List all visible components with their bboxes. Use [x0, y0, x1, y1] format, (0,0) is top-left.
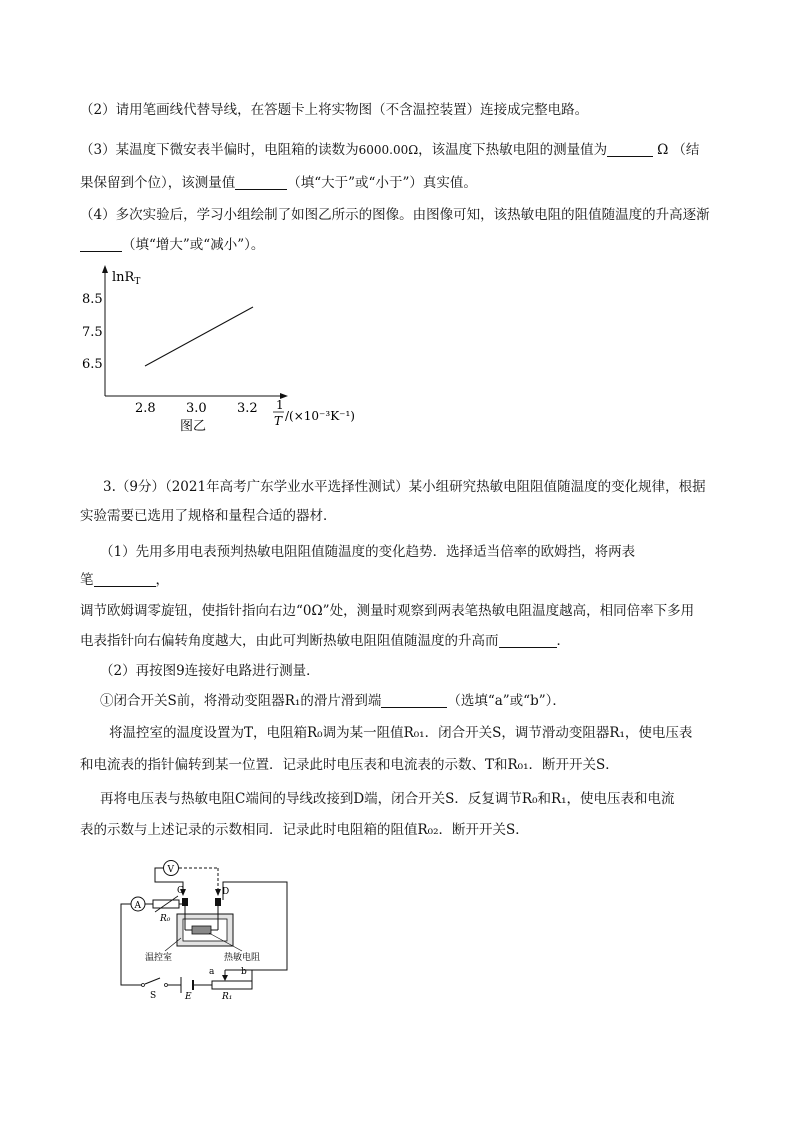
q3-s2-step2-line1: 将温控室的温度设置为T，电阻箱R₀调为某一阻值R₀₁．闭合开关S，调节滑动变阻器R₁，使电压表 [109, 725, 693, 741]
graph-caption: 图乙 [180, 419, 207, 434]
terminal-d [215, 898, 221, 906]
svg-text:D: D [222, 887, 230, 897]
ytick-label: 6.5 [82, 357, 103, 372]
xtick-label: 3.2 [237, 401, 258, 416]
circuit-diagram [115, 852, 305, 1002]
x-axis-label-num: 1 [276, 398, 284, 412]
svg-text:C: C [177, 886, 184, 896]
svg-text:R₁: R₁ [222, 992, 233, 1002]
ytick-label: 7.5 [82, 325, 103, 340]
x-axis-label-den: T [274, 414, 283, 428]
answer-blank-trend[interactable] [80, 237, 122, 252]
q2-part4-line2: （填“增大”或“减小”）。 [80, 236, 264, 254]
q3-s1-line3: 调节欧姆调零旋钮，使指针指向右边“0Ω”处，测量时观察到两表笔热敏电阻温度越高，相同倍率下多用 [80, 603, 695, 619]
answer-blank-compare[interactable] [235, 175, 287, 190]
q3-s1-line2: 笔 ， [80, 572, 169, 588]
rheostat-r1 [212, 981, 252, 989]
svg-text:a: a [209, 967, 215, 977]
q3-s2-step1: ①闭合开关S前，将滑动变阻器R₁的滑片滑到端 （选填“a”或“b”）． [100, 693, 566, 709]
xtick-label: 2.8 [135, 401, 156, 416]
q3-s2: （2）再按图9连接好电路进行测量． [100, 663, 320, 679]
q2-part2: （2）请用笔画线代替导线，在答题卡上将实物图（不含温控装置）连接成完整电路。 [80, 102, 589, 118]
xtick-label: 3.0 [186, 401, 207, 416]
slider-icon [222, 975, 228, 981]
thermistor-icon [192, 926, 211, 934]
switch-icon [145, 978, 160, 984]
terminal-c [182, 898, 188, 906]
q2-part3-line2: 果保留到个位），该测量值 （填“大于”或“小于”）真实值。 [80, 175, 477, 191]
wire-left [121, 904, 143, 985]
wire-r1-b [252, 970, 262, 985]
svg-text:S: S [150, 991, 157, 1001]
svg-text:V: V [167, 865, 174, 875]
answer-blank-resistance-trend[interactable] [499, 633, 557, 648]
chamber-label: 温控室 [145, 953, 173, 963]
q3-s1-line1: （1）先用多用电表预判热敏电阻阻值随温度的变化趋势．选择适当倍率的欧姆挡，将两表 [100, 544, 636, 560]
svg-text:b: b [241, 967, 247, 977]
q3-header-2: 实验需要已选用了规格和量程合适的器材． [80, 508, 337, 524]
q3-s1-line4: 电表指针向右偏转角度越大，由此可判断热敏电阻阻值随温度的升高而 ． [80, 633, 570, 649]
svg-text:E: E [185, 992, 192, 1002]
answer-blank-measured[interactable] [607, 142, 653, 157]
svg-text:A: A [134, 901, 141, 911]
q3-s2-step3-line2: 表的示数与上述记录的示数相同．记录此时电阻箱的阻值R₀₂．断开开关S． [80, 822, 529, 838]
graph-yi [78, 262, 368, 442]
x-axis-label-unit: /(×10⁻³K⁻¹) [285, 409, 355, 423]
q3-header: 3.（9分）（2021年高考广东学业水平选择性测试）某小组研究热敏电阻阻值随温度的变化规律，根据 [103, 479, 706, 495]
thermistor-label: 热敏电阻 [224, 953, 261, 963]
q2-part3-line1: （3）某温度下微安表半偏时，电阻箱的读数为6000.00Ω，该温度下热敏电阻的测量值为 Ω （结 [80, 142, 700, 158]
q2-part4-line1: （4）多次实验后，学习小组绘制了如图乙所示的图像。由图像可知，该热敏电阻的阻值随温度的升高逐渐 [80, 207, 710, 223]
answer-blank-slider-end[interactable] [381, 693, 447, 708]
ytick-label: 8.5 [82, 292, 103, 307]
svg-text:R₀: R₀ [160, 914, 171, 924]
arrow-to-d-icon [215, 889, 221, 896]
data-line [145, 307, 253, 366]
q3-s2-step3-line1: 再将电压表与热敏电阻C端间的导线改接到D端，闭合开关S．反复调节R₀和R₁，使电压表和电流 [100, 791, 675, 807]
answer-blank-probes[interactable] [94, 572, 156, 587]
y-axis-label: lnR$_T$ [112, 270, 141, 287]
y-axis-arrow [102, 265, 108, 273]
resistance-reading: 6000.00Ω [358, 143, 419, 157]
q3-s2-step2-line2: 和电流表的指针偏转到某一位置．记录此时电压表和电流表的示数、T和R₀₁．断开开关S． [80, 757, 619, 773]
